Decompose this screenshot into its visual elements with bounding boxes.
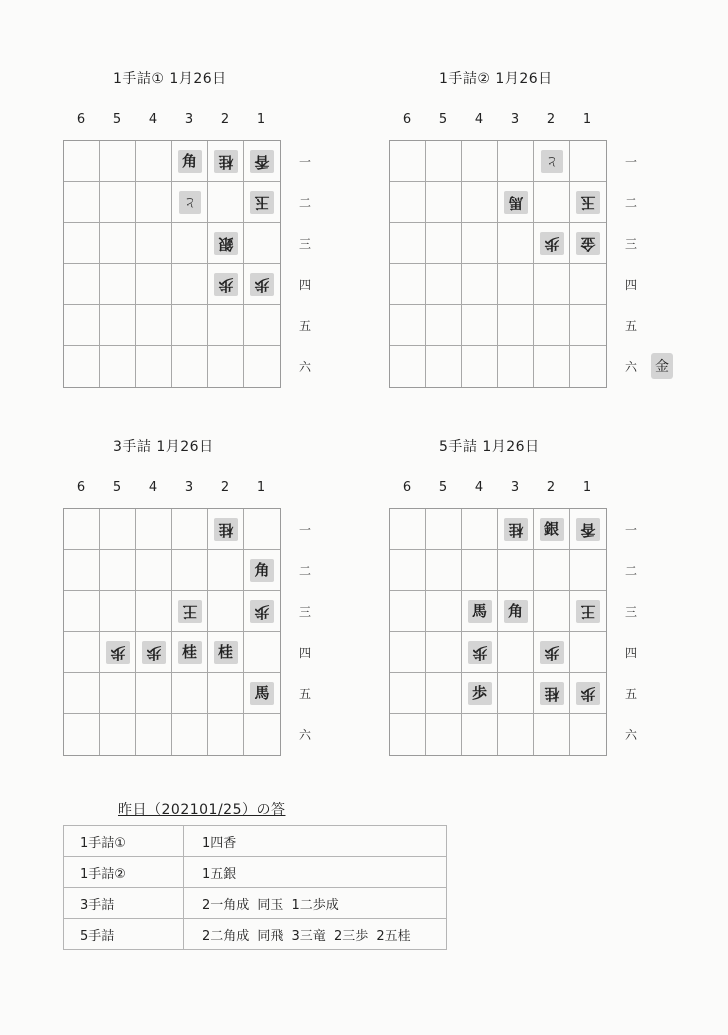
board-square	[64, 632, 100, 673]
column-label: 2	[546, 480, 556, 495]
board-square	[172, 182, 208, 223]
problem-title: 1手詰① 1月26日	[113, 71, 227, 87]
board-square	[390, 305, 426, 346]
table-row	[64, 919, 447, 950]
answers-table	[63, 825, 447, 950]
column-label: 4	[148, 480, 158, 495]
board-square	[390, 591, 426, 632]
shogi-board	[389, 140, 607, 388]
board-square	[136, 591, 172, 632]
board-square	[100, 714, 136, 755]
board-square	[498, 550, 534, 591]
board-square	[498, 346, 534, 387]
column-label: 6	[402, 480, 412, 495]
shogi-piece: 角	[250, 559, 274, 582]
row-label: 一	[298, 523, 311, 537]
board-square	[570, 182, 606, 223]
board-square	[244, 223, 280, 264]
board-square	[498, 632, 534, 673]
board-square	[426, 550, 462, 591]
shogi-piece: と	[179, 191, 201, 214]
board-square	[390, 509, 426, 550]
board-square	[390, 632, 426, 673]
answer-value: 1五銀	[184, 857, 447, 888]
answers-title: 昨日（202101/25）の答	[118, 802, 286, 818]
board-square	[172, 223, 208, 264]
row-label: 五	[624, 319, 637, 333]
shogi-piece: 王	[576, 600, 600, 623]
row-label: 六	[298, 360, 311, 374]
board-square	[100, 182, 136, 223]
answer-label: 1手詰①	[64, 826, 184, 857]
board-square	[498, 673, 534, 714]
board-square	[390, 141, 426, 182]
row-label: 五	[298, 687, 311, 701]
shogi-piece: 歩	[214, 273, 238, 296]
shogi-piece: 歩	[540, 232, 564, 255]
board-square	[64, 714, 100, 755]
board-square	[100, 550, 136, 591]
table-row	[64, 826, 447, 857]
board-square	[172, 346, 208, 387]
shogi-piece: 銀	[214, 232, 238, 255]
board-square	[498, 591, 534, 632]
board-square	[208, 264, 244, 305]
board-square	[136, 305, 172, 346]
board-square	[100, 223, 136, 264]
shogi-piece: 歩	[468, 682, 492, 705]
board-square	[100, 264, 136, 305]
board-square	[426, 305, 462, 346]
shogi-piece: 桂	[504, 518, 528, 541]
board-square	[462, 182, 498, 223]
board-square	[570, 591, 606, 632]
board-square	[498, 141, 534, 182]
row-label: 二	[298, 196, 311, 210]
board-square	[570, 632, 606, 673]
board-square	[426, 714, 462, 755]
column-label: 5	[112, 480, 122, 495]
row-label: 五	[298, 319, 311, 333]
shogi-piece: 桂	[214, 641, 238, 664]
board-square	[100, 509, 136, 550]
board-square	[136, 714, 172, 755]
problem-title: 5手詰 1月26日	[439, 439, 540, 455]
board-square	[498, 509, 534, 550]
column-label: 6	[402, 112, 412, 127]
board-square	[534, 591, 570, 632]
board-square	[498, 223, 534, 264]
board-square	[244, 714, 280, 755]
board-square	[426, 673, 462, 714]
board-square	[208, 141, 244, 182]
shogi-board	[63, 508, 281, 756]
board-square	[570, 305, 606, 346]
board-square	[100, 346, 136, 387]
board-square	[534, 346, 570, 387]
board-square	[534, 673, 570, 714]
board-square	[390, 714, 426, 755]
board-square	[136, 223, 172, 264]
piece-in-hand: 金	[651, 353, 673, 379]
board-square	[64, 182, 100, 223]
board-square	[64, 673, 100, 714]
shogi-board	[389, 508, 607, 756]
shogi-piece: 馬	[468, 600, 492, 623]
shogi-piece: 歩	[250, 273, 274, 296]
board-square	[426, 632, 462, 673]
column-label: 1	[256, 480, 266, 495]
row-label: 四	[624, 278, 637, 292]
column-label: 5	[438, 112, 448, 127]
board-square	[534, 141, 570, 182]
shogi-piece: 玉	[250, 191, 274, 214]
board-square	[208, 182, 244, 223]
row-label: 四	[624, 646, 637, 660]
problem-title: 3手詰 1月26日	[113, 439, 214, 455]
board-square	[534, 550, 570, 591]
row-label: 六	[298, 728, 311, 742]
board-square	[426, 141, 462, 182]
shogi-piece: 歩	[540, 641, 564, 664]
board-square	[534, 632, 570, 673]
board-square	[390, 346, 426, 387]
shogi-piece: 歩	[142, 641, 166, 664]
column-label: 3	[184, 480, 194, 495]
board-square	[172, 141, 208, 182]
board-square	[208, 591, 244, 632]
shogi-piece: 玉	[576, 191, 600, 214]
board-square	[136, 550, 172, 591]
board-square	[64, 509, 100, 550]
board-square	[172, 509, 208, 550]
table-row	[64, 857, 447, 888]
board-square	[244, 141, 280, 182]
board-square	[390, 223, 426, 264]
answer-label: 5手詰	[64, 919, 184, 950]
answer-value: 2一角成 同玉 1二歩成	[184, 888, 447, 919]
column-label: 2	[220, 112, 230, 127]
shogi-piece: 桂	[214, 518, 238, 541]
board-square	[570, 550, 606, 591]
board-square	[570, 714, 606, 755]
board-square	[208, 305, 244, 346]
board-square	[64, 550, 100, 591]
column-label: 2	[220, 480, 230, 495]
shogi-piece: 桂	[540, 682, 564, 705]
board-square	[136, 673, 172, 714]
board-square	[244, 632, 280, 673]
row-label: 二	[298, 564, 311, 578]
column-label: 6	[76, 112, 86, 127]
shogi-piece: 角	[178, 150, 202, 173]
board-square	[426, 264, 462, 305]
board-square	[426, 509, 462, 550]
board-square	[534, 714, 570, 755]
shogi-piece: と	[541, 150, 563, 173]
board-square	[462, 141, 498, 182]
board-square	[498, 182, 534, 223]
shogi-piece: 歩	[576, 682, 600, 705]
row-label: 六	[624, 360, 637, 374]
shogi-piece: 桂	[178, 641, 202, 664]
board-square	[462, 305, 498, 346]
table-row	[64, 888, 447, 919]
column-label: 4	[148, 112, 158, 127]
board-square	[64, 346, 100, 387]
board-square	[208, 632, 244, 673]
board-square	[462, 550, 498, 591]
shogi-piece: 銀	[540, 518, 564, 541]
row-label: 一	[624, 523, 637, 537]
board-square	[570, 673, 606, 714]
row-label: 四	[298, 278, 311, 292]
board-square	[100, 673, 136, 714]
board-square	[462, 346, 498, 387]
row-label: 二	[624, 564, 637, 578]
row-label: 三	[298, 237, 311, 251]
column-label: 4	[474, 112, 484, 127]
board-square	[534, 509, 570, 550]
shogi-piece: 馬	[504, 191, 528, 214]
board-square	[534, 305, 570, 346]
board-square	[462, 591, 498, 632]
board-square	[244, 346, 280, 387]
board-square	[172, 550, 208, 591]
board-square	[462, 509, 498, 550]
column-label: 6	[76, 480, 86, 495]
board-square	[136, 182, 172, 223]
board-square	[172, 591, 208, 632]
board-square	[426, 346, 462, 387]
board-square	[172, 714, 208, 755]
board-square	[244, 182, 280, 223]
shogi-piece: 桂	[214, 150, 238, 173]
board-square	[244, 591, 280, 632]
shogi-piece: 香	[576, 518, 600, 541]
board-square	[462, 673, 498, 714]
board-square	[390, 550, 426, 591]
shogi-piece: 馬	[250, 682, 274, 705]
board-square	[244, 264, 280, 305]
board-square	[570, 141, 606, 182]
board-square	[426, 591, 462, 632]
board-square	[244, 550, 280, 591]
column-label: 1	[582, 112, 592, 127]
answer-label: 1手詰②	[64, 857, 184, 888]
row-label: 六	[624, 728, 637, 742]
board-square	[172, 673, 208, 714]
row-label: 三	[624, 237, 637, 251]
board-square	[570, 509, 606, 550]
board-square	[208, 223, 244, 264]
row-label: 一	[624, 155, 637, 169]
board-square	[390, 264, 426, 305]
board-square	[64, 223, 100, 264]
shogi-piece: 歩	[250, 600, 274, 623]
problem-title: 1手詰② 1月26日	[439, 71, 553, 87]
column-label: 5	[438, 480, 448, 495]
board-square	[390, 182, 426, 223]
column-label: 3	[510, 112, 520, 127]
board-square	[64, 141, 100, 182]
board-square	[534, 223, 570, 264]
shogi-piece: 香	[250, 150, 274, 173]
board-square	[570, 264, 606, 305]
board-square	[172, 305, 208, 346]
column-label: 4	[474, 480, 484, 495]
board-square	[208, 346, 244, 387]
board-square	[64, 591, 100, 632]
board-square	[208, 673, 244, 714]
board-square	[100, 591, 136, 632]
board-square	[462, 714, 498, 755]
board-square	[136, 141, 172, 182]
board-square	[208, 509, 244, 550]
row-label: 四	[298, 646, 311, 660]
row-label: 三	[298, 605, 311, 619]
board-square	[570, 223, 606, 264]
answer-value: 1四香	[184, 826, 447, 857]
board-square	[244, 509, 280, 550]
board-square	[100, 141, 136, 182]
board-square	[534, 264, 570, 305]
board-square	[426, 223, 462, 264]
board-square	[498, 264, 534, 305]
board-square	[136, 509, 172, 550]
row-label: 三	[624, 605, 637, 619]
shogi-piece: 王	[178, 600, 202, 623]
shogi-piece: 角	[504, 600, 528, 623]
shogi-piece: 歩	[468, 641, 492, 664]
board-square	[390, 673, 426, 714]
column-label: 2	[546, 112, 556, 127]
board-square	[462, 632, 498, 673]
column-label: 3	[510, 480, 520, 495]
answer-value: 2二角成 同飛 3三竜 2三歩 2五桂	[184, 919, 447, 950]
board-square	[244, 305, 280, 346]
board-square	[100, 632, 136, 673]
shogi-board	[63, 140, 281, 388]
board-square	[172, 264, 208, 305]
board-square	[172, 632, 208, 673]
board-square	[462, 264, 498, 305]
board-square	[426, 182, 462, 223]
answer-label: 3手詰	[64, 888, 184, 919]
column-label: 3	[184, 112, 194, 127]
board-square	[136, 264, 172, 305]
board-square	[570, 346, 606, 387]
board-square	[64, 305, 100, 346]
board-square	[64, 264, 100, 305]
column-label: 1	[582, 480, 592, 495]
board-square	[136, 346, 172, 387]
board-square	[498, 714, 534, 755]
row-label: 五	[624, 687, 637, 701]
column-label: 1	[256, 112, 266, 127]
board-square	[244, 673, 280, 714]
board-square	[462, 223, 498, 264]
board-square	[498, 305, 534, 346]
board-square	[534, 182, 570, 223]
board-square	[100, 305, 136, 346]
board-square	[208, 714, 244, 755]
column-label: 5	[112, 112, 122, 127]
row-label: 一	[298, 155, 311, 169]
board-square	[208, 550, 244, 591]
board-square	[136, 632, 172, 673]
shogi-piece: 金	[576, 232, 600, 255]
shogi-piece: 歩	[106, 641, 130, 664]
row-label: 二	[624, 196, 637, 210]
